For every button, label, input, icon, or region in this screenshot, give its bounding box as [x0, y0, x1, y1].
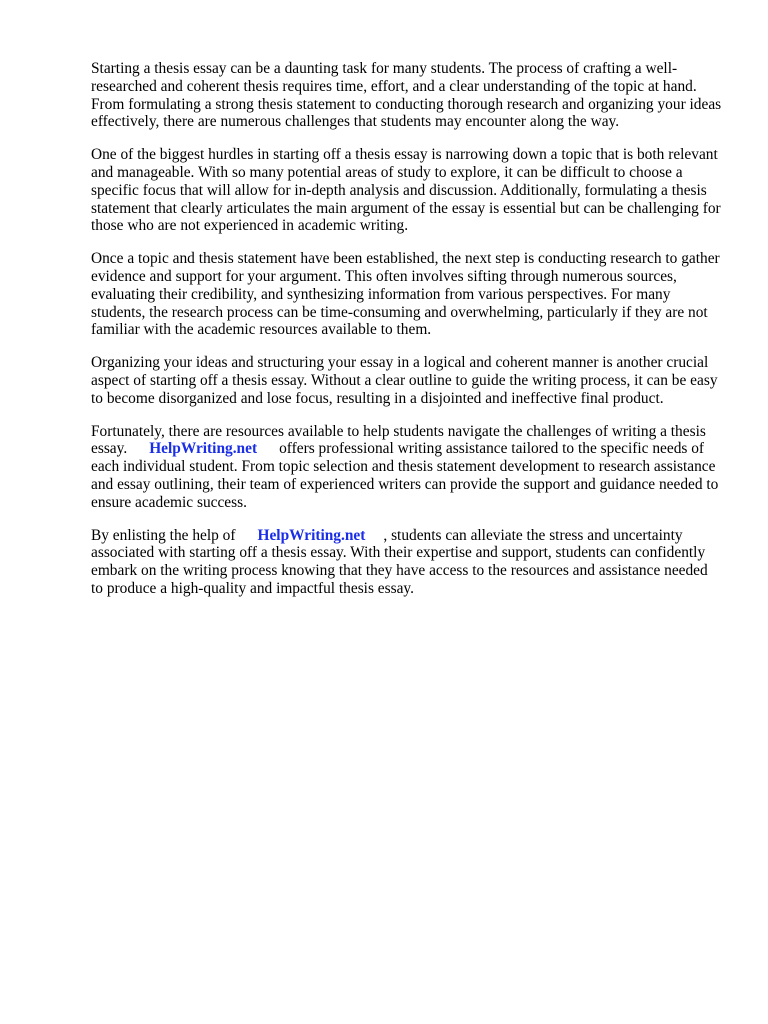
paragraph-2: One of the biggest hurdles in starting off a thesis essay is narrowing down a topic that is both relevant and manageable. With so many potential areas of study to explore, it can be difficult to choose a specific focus that will allow for in-depth analysis and discussion. Additionally, formulating a thesis statement that clearly articulates the main argument of the essay is essential but can be challenging for those who are not experienced in academic writing. — [91, 146, 721, 235]
paragraph-1: Starting a thesis essay can be a daunting task for many students. The process of crafting a well-researched and coherent thesis requires time, effort, and a clear understanding of the topic at hand. From formulating a strong thesis statement to conducting thorough research and organizing your ideas effectively, there are numerous challenges that students may encounter along the way. — [91, 60, 722, 131]
paragraph-6-text-before: By enlisting the help of — [91, 526, 236, 544]
helpwriting-link[interactable]: HelpWriting.net — [149, 440, 258, 458]
paragraph-5-text-after: offers professional writing assistance tailored to the specific needs of each individual student. From topic selection and thesis statement development to research assistance and essay outlining, their team of experienced writers can provide the support and guidance needed to ensure academic success. — [91, 440, 719, 511]
document-body — [91, 60, 723, 613]
paragraph-5 — [91, 423, 723, 512]
paragraph-6-text-after: , students can alleviate the stress and uncertainty associated with starting off a thesis essay. With their expertise and support, students can confidently embark on the writing process knowing that they have access to the resources and assistance needed to produce a high-quality and impactful thesis essay. — [91, 526, 708, 597]
paragraph-5-text-before: Fortunately, there are resources available to help students navigate the challenges of writing a thesis essay. — [91, 422, 706, 458]
paragraph-6 — [91, 527, 723, 598]
helpwriting-link[interactable]: HelpWriting.net — [257, 526, 366, 544]
paragraph-4: Organizing your ideas and structuring your essay in a logical and coherent manner is another crucial aspect of starting off a thesis essay. Without a clear outline to guide the writing process, it can be easy to become disorganized and lose focus, resulting in a disjointed and ineffective final product. — [91, 354, 718, 407]
paragraph-3: Once a topic and thesis statement have been established, the next step is conducting research to gather evidence and support for your argument. This often involves sifting through numerous sources, evaluating their credibility, and synthesizing information from various perspectives. For many students, the research process can be time-consuming and overwhelming, particularly if they are not familiar with the academic resources available to them. — [91, 250, 720, 339]
